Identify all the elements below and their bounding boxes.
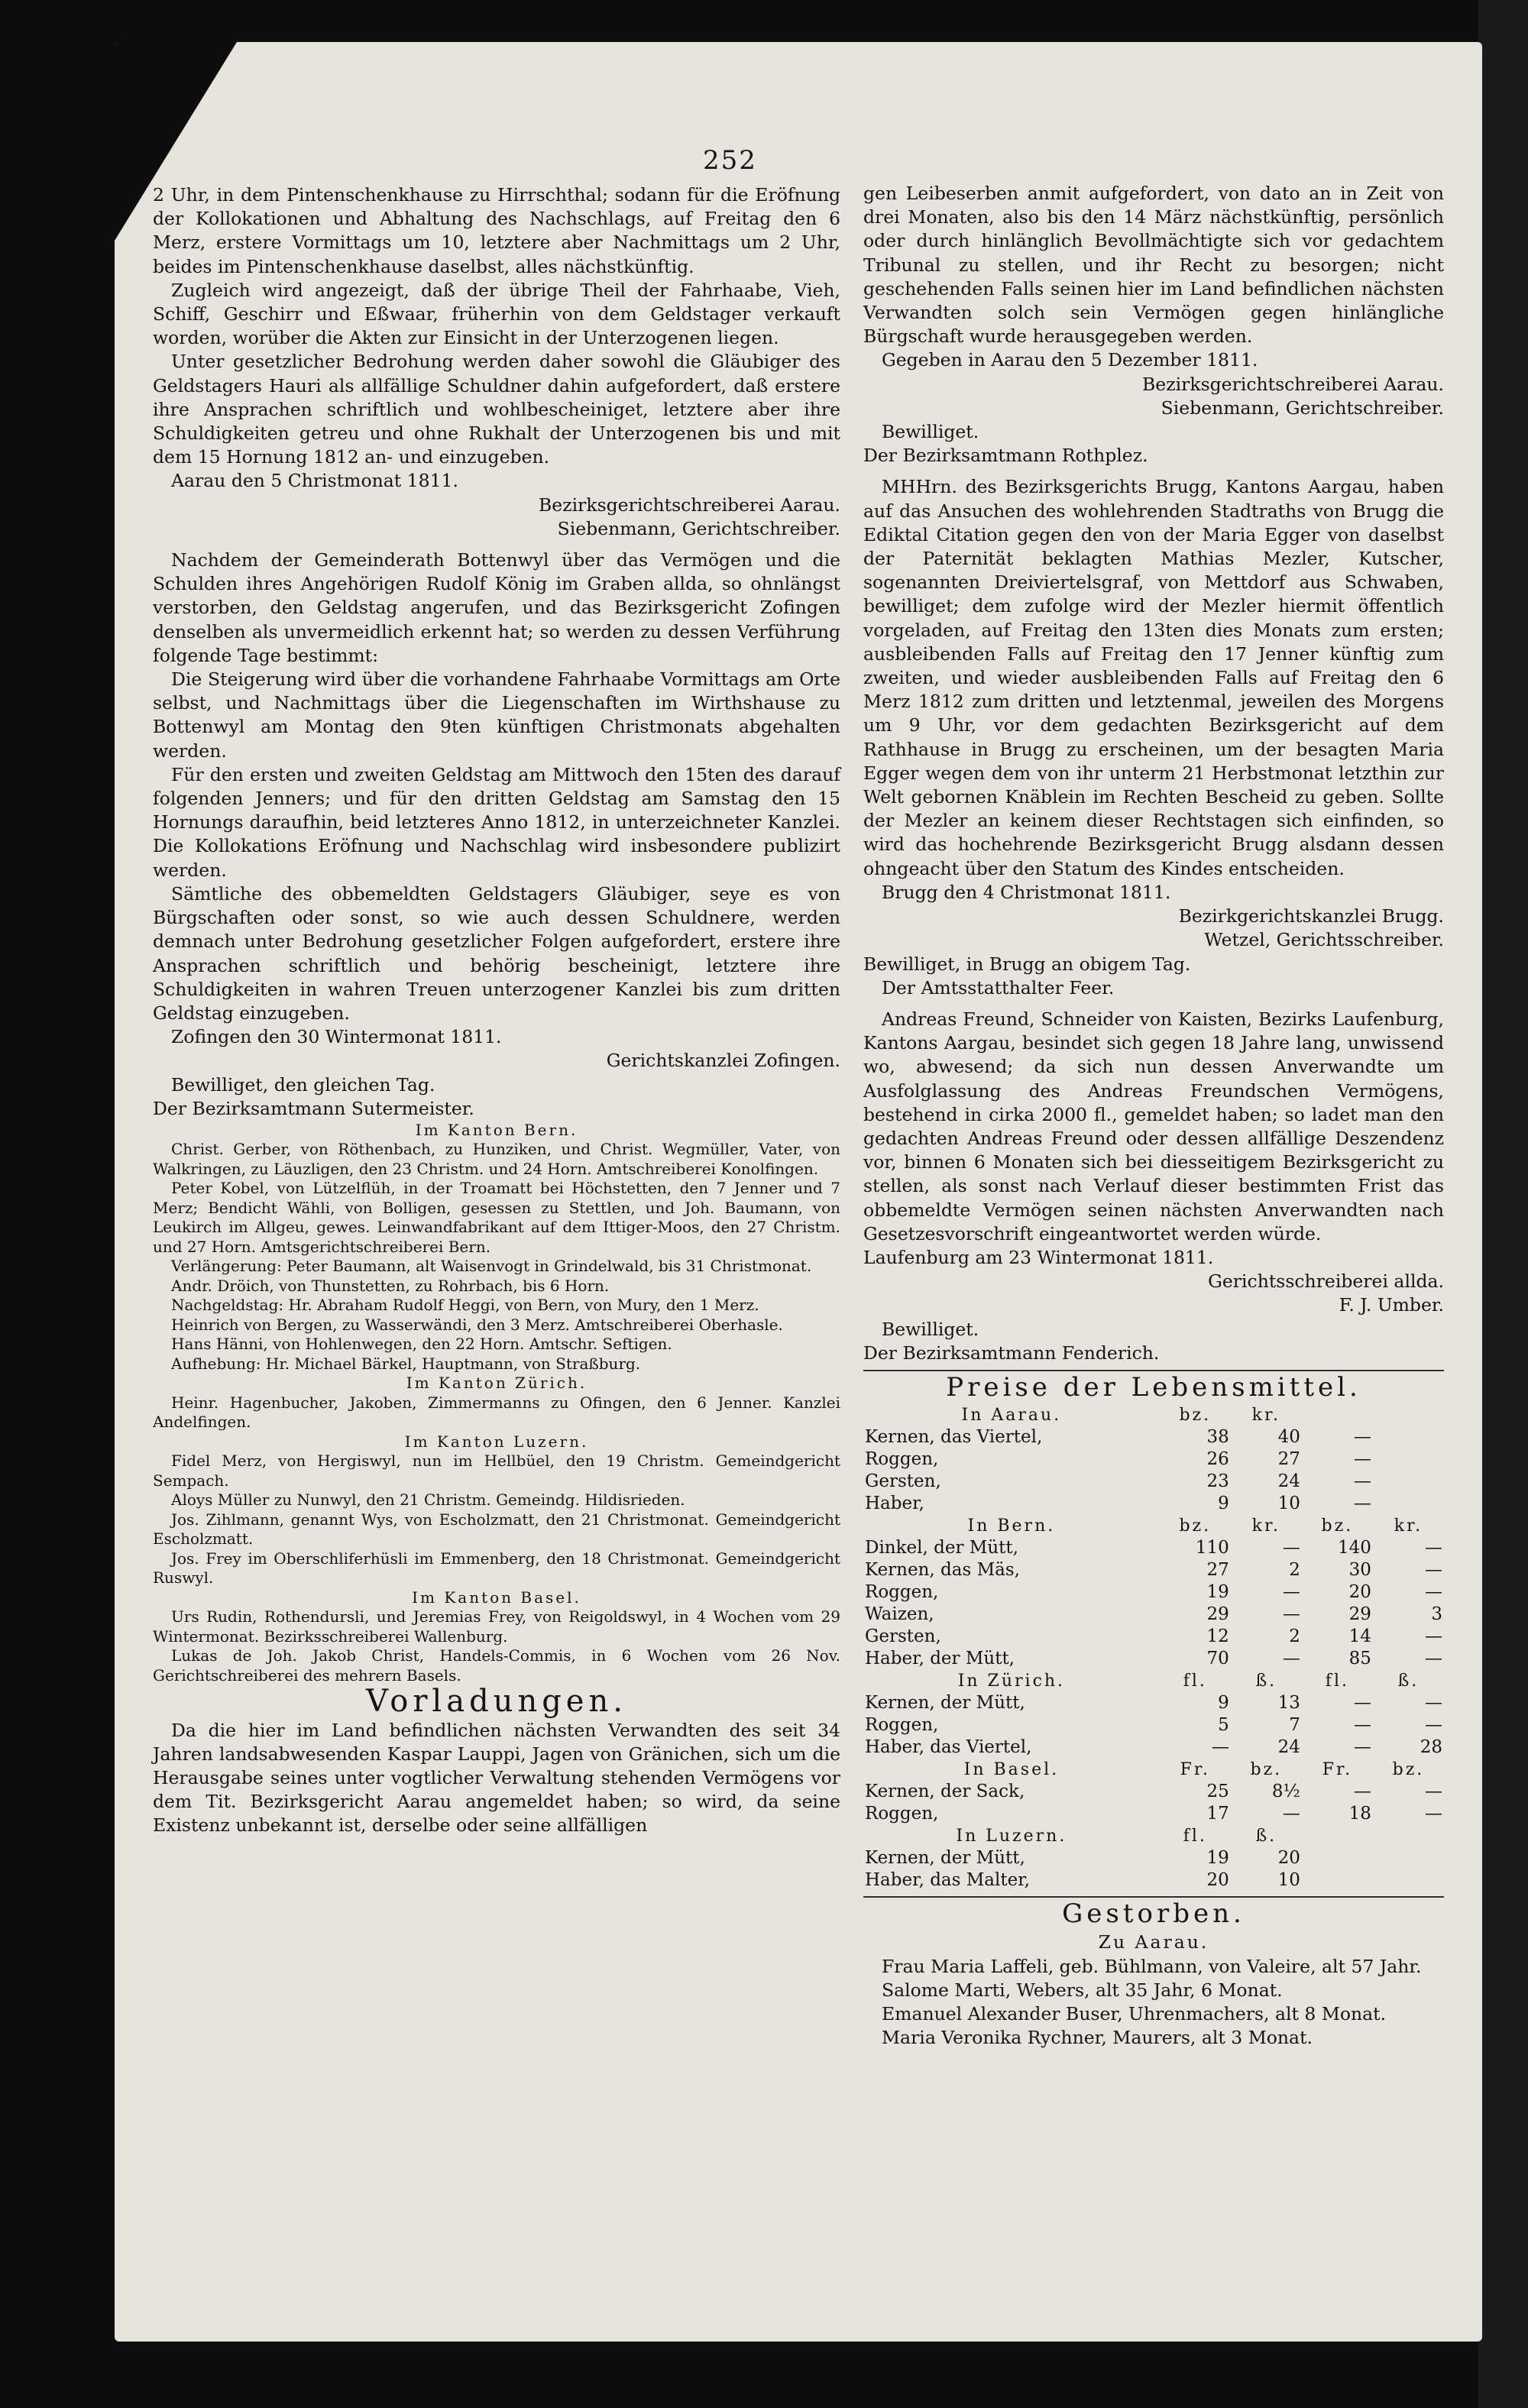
- price-row: [863, 1714, 1444, 1736]
- price-value: 70: [1206, 1649, 1229, 1669]
- price-value: [1373, 1448, 1444, 1471]
- prices-title: Preise der Lebensmittel.: [946, 1371, 1361, 1403]
- text-paragraph: Siebenmann, Gerichtschreiber.: [1161, 396, 1444, 419]
- price-value: —: [1282, 1649, 1300, 1669]
- price-value: —: [1353, 1427, 1371, 1448]
- price-item: Haber, der Mütt,: [865, 1649, 1015, 1669]
- text-paragraph: Heinr. Hagenbucher, Jakoben, Zimmermanns zu Ofingen, den 6 Jenner. Kanzlei Andelfingen.: [153, 1393, 840, 1432]
- text-paragraph: Wetzel, Gerichtsschreiber.: [1204, 929, 1444, 951]
- text-paragraph: Für den ersten und zweiten Geldstag am Mittwoch den 15ten des darauf folgenden Jenners; und für den dritten Geldstag am Samstag den 15 Hornungs daraufhin, beid letzteres Anno 1812, in unterzeichneter Kanzlei. Die Kollokations Eröfnung und Nachschlag wird insbesondere publizirt werden.: [153, 763, 840, 881]
- price-section-header: [863, 1404, 1444, 1426]
- price-value: [1373, 1869, 1444, 1892]
- price-section-header: [863, 1515, 1444, 1537]
- price-row: [863, 1559, 1444, 1581]
- price-value: —: [1425, 1626, 1442, 1647]
- text-paragraph: Laufenburg am 23 Wintermonat 1811.: [863, 1246, 1214, 1268]
- text-paragraph: Der Bezirksamtmann Fenderich.: [863, 1342, 1160, 1364]
- price-unit-header: [1373, 1825, 1444, 1847]
- price-item: Dinkel, der Mütt,: [865, 1538, 1018, 1558]
- text-paragraph: Jos. Zihlmann, genannt Wys, von Escholzmatt, den 21 Christmonat. Gemeindgericht Escholzmatt.: [153, 1510, 840, 1549]
- price-item: Roggen,: [865, 1804, 939, 1824]
- price-value: [1373, 1847, 1444, 1869]
- price-value: —: [1425, 1538, 1442, 1558]
- price-section-name: In Aarau.: [961, 1406, 1062, 1426]
- right-column: [863, 182, 1444, 2050]
- price-value: 9: [1218, 1494, 1229, 1514]
- text-paragraph: Aufhebung: Hr. Michael Bärkel, Hauptmann, von Straßburg.: [171, 1354, 641, 1373]
- text-paragraph: Nachdem der Gemeinderath Bottenwyl über das Vermögen und die Schulden ihres Angehörigen Rudolf König im Graben allda, so ohnlängst verstorben, den Geldstag angerufen, und das Bezirksgericht Zofingen denselben als unvermeidlich erkennt hat; so werden zu dessen Verführung folgende Tage bestimmt:: [153, 549, 840, 666]
- price-value: —: [1353, 1693, 1371, 1714]
- price-value: —: [1425, 1804, 1442, 1824]
- text-paragraph: F. J. Umber.: [1339, 1294, 1444, 1316]
- price-unit-header: fl.: [1183, 1672, 1207, 1691]
- price-value: —: [1425, 1582, 1442, 1603]
- text-paragraph: Im Kanton Basel.: [412, 1588, 581, 1607]
- price-item: Gersten,: [865, 1626, 941, 1647]
- death-entry: Salome Marti, Webers, alt 35 Jahr, 6 Monat.: [882, 1979, 1283, 2001]
- price-item: Kernen, der Mütt,: [865, 1848, 1025, 1869]
- text-paragraph: Lukas de Joh. Jakob Christ, Handels-Commis, in 6 Wochen vom 26 Nov. Gerichtschreiberei des mehrern Basels.: [153, 1646, 840, 1685]
- price-value: 110: [1195, 1538, 1229, 1558]
- price-value: 29: [1348, 1604, 1371, 1625]
- text-paragraph: Der Bezirksamtmann Rothplez.: [863, 445, 1148, 467]
- text-paragraph: Gerichtskanzlei Zofingen.: [606, 1050, 840, 1072]
- price-value: 27: [1277, 1449, 1300, 1470]
- price-value: 28: [1420, 1737, 1442, 1758]
- text-paragraph: Im Kanton Luzern.: [404, 1432, 589, 1451]
- price-unit-header: [1302, 1825, 1373, 1847]
- price-section-name: In Bern.: [967, 1516, 1056, 1536]
- price-value: —: [1282, 1538, 1300, 1558]
- death-entry: Maria Veronika Rychner, Maurers, alt 3 Monat.: [882, 2027, 1313, 2049]
- text-paragraph: Bezirksgerichtschreiberei Aarau.: [1142, 373, 1444, 395]
- text-paragraph: Urs Rudin, Rothendursli, und Jeremias Frey, von Reigoldswyl, in 4 Wochen vom 29 Wintermonat. Bezirksschreiberei Wallenburg.: [153, 1607, 840, 1646]
- price-value: [1373, 1471, 1444, 1493]
- price-value: 9: [1218, 1693, 1229, 1714]
- price-value: 10: [1277, 1494, 1300, 1514]
- price-value: 85: [1348, 1649, 1371, 1669]
- price-value: 20: [1277, 1848, 1300, 1869]
- price-item: Kernen, der Sack,: [865, 1782, 1025, 1802]
- text-paragraph: Sämtliche des obbemeldten Geldstagers Gläubiger, seye es von Bürgschaften oder sonst, so wie auch dessen Schuldnere, werden demnach unter Bedrohung gesetzlicher Folgen aufgefordert, erstere ihre Ansprachen schriftlich und behörig bescheinigt, letztere ihre Schuldigkeiten in wahren Treuen unterzogener Kanzlei bis zum dritten Geldstag einzugeben.: [153, 882, 840, 1024]
- deaths-place: Zu Aarau.: [1098, 1931, 1209, 1953]
- price-value: 20: [1206, 1870, 1229, 1891]
- price-item: Roggen,: [865, 1449, 939, 1470]
- price-item: Haber, das Malter,: [865, 1870, 1030, 1891]
- price-value: 24: [1277, 1737, 1300, 1758]
- price-item: Gersten,: [865, 1471, 941, 1492]
- price-value: —: [1425, 1782, 1442, 1802]
- price-value: 2: [1289, 1626, 1300, 1647]
- text-paragraph: Andreas Freund, Schneider von Kaisten, Bezirks Laufenburg, Kantons Aargau, besindet sich gegen 18 Jahre lang, unwissend wo, abwesend; da sich nun dessen Anverwandte um Ausfolglassung des Andreas Freundschen Vermögens, bestehend in cirka 2000 fl., gemeldet haben; so ladet man den gedachten Andreas Freund oder dessen allfällige Deszendenz vor, binnen 6 Monaten sich bei diesseitigem Bezirksgericht zu stellen, als sonst nach Verlauf dieser bestimmten Frist das obbemeldte Vermögen seinen nächsten Anverwandten nach Gesetzesvorschrift eingeantwortet werden würde.: [863, 1008, 1444, 1244]
- text-paragraph: 2 Uhr, in dem Pintenschenkhause zu Hirrschthal; sodann für die Eröfnung der Kollokationen und Abhaltung des Nachschlags, auf Freitag den 6 Merz, erstere Vormittags um 10, letztere aber Nachmittags um 2 Uhr, beides im Pintenschenkhause daselbst, alles nächstkünftig.: [153, 184, 840, 277]
- text-paragraph: Bezirksgerichtschreiberei Aarau.: [539, 494, 840, 516]
- price-value: 7: [1289, 1715, 1300, 1736]
- divider: [863, 1370, 1444, 1371]
- text-paragraph: Jos. Frey im Oberschliferhüsli im Emmenberg, den 18 Christmonat. Gemeindgericht Ruswyl.: [153, 1549, 840, 1588]
- deaths-list: [863, 1955, 1444, 2050]
- text-paragraph: Gegeben in Aarau den 5 Dezember 1811.: [882, 349, 1258, 371]
- text-paragraph: Gerichtsschreiberei allda.: [1208, 1270, 1444, 1293]
- spacer: [863, 468, 1444, 475]
- text-paragraph: Fidel Merz, von Hergiswyl, nun im Hellbüel, den 19 Christm. Gemeindgericht Sempach.: [153, 1452, 840, 1490]
- price-row: [863, 1648, 1444, 1670]
- price-value: —: [1353, 1494, 1371, 1514]
- price-unit-header: ß.: [1255, 1827, 1277, 1846]
- price-unit-header: Fr.: [1322, 1760, 1353, 1780]
- price-value: —: [1282, 1604, 1300, 1625]
- price-row: [863, 1448, 1444, 1471]
- price-value: 140: [1338, 1538, 1371, 1558]
- price-item: Haber,: [865, 1494, 924, 1514]
- right-column-text: [863, 182, 1444, 1365]
- text-paragraph: Andr. Dröich, von Thunstetten, zu Rohrbach, bis 6 Horn.: [171, 1276, 610, 1295]
- price-value: 2: [1289, 1560, 1300, 1581]
- price-section-name: In Basel.: [963, 1760, 1060, 1780]
- price-value: 25: [1206, 1782, 1229, 1802]
- text-paragraph: Bewilliget.: [882, 1318, 979, 1340]
- price-item: Kernen, das Viertel,: [865, 1427, 1043, 1448]
- adjacent-page-edge: [1478, 0, 1528, 2408]
- price-value: —: [1282, 1582, 1300, 1603]
- price-value: —: [1425, 1649, 1442, 1669]
- price-value: 23: [1206, 1471, 1229, 1492]
- price-value: 29: [1206, 1604, 1229, 1625]
- price-row: [863, 1471, 1444, 1493]
- text-paragraph: Der Amtsstatthalter Feer.: [882, 976, 1115, 998]
- price-unit-header: bz.: [1179, 1406, 1212, 1426]
- price-unit-header: kr.: [1394, 1516, 1423, 1536]
- text-paragraph: Vorladungen.: [366, 1684, 627, 1720]
- price-value: —: [1353, 1449, 1371, 1470]
- price-value: 19: [1206, 1582, 1229, 1603]
- price-unit-header: fl.: [1325, 1672, 1349, 1691]
- text-paragraph: Bezirkgerichtskanzlei Brugg.: [1178, 905, 1444, 927]
- price-row: [863, 1604, 1444, 1626]
- text-paragraph: Unter gesetzlicher Bedrohung werden daher sowohl die Gläubiger des Geldstagers Hauri als allfällige Schuldner dahin aufgefordert, daß erstere ihre Ansprachen schriftlich und wohlbescheiniget, letztere aber ihre Schuldigkeiten getreu und ohne Rukhalt der Unterzogenen bis und mit dem 15 Hornung 1812 an- und einzugeben.: [153, 351, 840, 468]
- price-section-header: [863, 1759, 1444, 1781]
- price-value: —: [1425, 1715, 1442, 1736]
- price-row: [863, 1626, 1444, 1648]
- price-item: Haber, das Viertel,: [865, 1737, 1032, 1758]
- price-row: [863, 1736, 1444, 1759]
- price-value: [1302, 1869, 1373, 1892]
- price-value: —: [1425, 1560, 1442, 1581]
- price-value: —: [1425, 1693, 1442, 1714]
- price-value: 5: [1218, 1715, 1229, 1736]
- price-value: 13: [1277, 1693, 1300, 1714]
- death-entry: Emanuel Alexander Buser, Uhrenmachers, alt 8 Monat.: [882, 2002, 1387, 2024]
- price-value: 20: [1348, 1582, 1371, 1603]
- text-paragraph: Aarau den 5 Christmonat 1811.: [171, 470, 458, 492]
- price-unit-header: ß.: [1397, 1672, 1420, 1691]
- price-unit-header: [1373, 1404, 1444, 1426]
- price-row: [863, 1781, 1444, 1803]
- price-section-header: [863, 1670, 1444, 1692]
- price-unit-header: kr.: [1251, 1406, 1281, 1426]
- price-section-name: In Luzern.: [956, 1827, 1067, 1846]
- text-paragraph: Verlängerung: Peter Baumann, alt Waisenvogt in Grindelwald, bis 31 Christmonat.: [171, 1257, 812, 1276]
- text-paragraph: Bewilliget, in Brugg an obigem Tag.: [863, 953, 1191, 975]
- price-unit-header: bz.: [1321, 1516, 1354, 1536]
- price-value: —: [1282, 1804, 1300, 1824]
- price-row: [863, 1692, 1444, 1714]
- price-section-header: [863, 1825, 1444, 1847]
- price-unit-header: bz.: [1250, 1760, 1283, 1780]
- spacer: [153, 541, 840, 549]
- price-item: Waizen,: [865, 1604, 934, 1625]
- price-value: [1373, 1493, 1444, 1515]
- price-value: 38: [1206, 1427, 1229, 1448]
- price-unit-header: fl.: [1183, 1827, 1207, 1846]
- price-row: [863, 1493, 1444, 1515]
- text-paragraph: gen Leibeserben anmit aufgefordert, von dato an in Zeit von drei Monaten, also bis den 14 März nächstkünftig, persönlich oder durch hinlänglich Bevollmächtigte sich vor gedachtem Tribunal zu stellen, und ihr Recht zu besorgen; nicht geschehenden Falls seinen hier im Land befindlichen nächsten Verwandten solch sein Vermögen gegen hinlängliche Bürgschaft wurde herausgegeben werden.: [863, 183, 1444, 348]
- price-row: [863, 1581, 1444, 1604]
- price-value: —: [1353, 1715, 1371, 1736]
- price-value: 24: [1277, 1471, 1300, 1492]
- price-row: [863, 1847, 1444, 1869]
- price-value: —: [1353, 1737, 1371, 1758]
- text-paragraph: MHHrn. des Bezirksgerichts Brugg, Kantons Aargau, haben auf das Ansuchen des wohlehrenden Stadtraths von Brugg die Ediktal Citation gegen den von der Maria Egger von daselbst der Paternität beklagten Mathias Mezler, Kutscher, sogenannten Dreiviertelsgraf, von Mettdorf aus Schwaben, bewilliget; dem zufolge wird der Mezler hiermit öffentlich vorgeladen, auf Freitag den 13ten dies Monats zum ersten; ausbleibenden Falls auf Freitag den 17 Jenner künftig zum zweiten, und wieder ausbleibenden Falls auf Freitag den 6 Merz 1812 zum dritten und letztenmal, jeweilen des Morgens um 9 Uhr, vor dem gedachten Bezirksgericht auf dem Rathhause in Brugg zu erscheinen, um der besagten Maria Egger wegen dem von ihr unterm 21 Herbstmonat letzthin zur Welt gebornen Knäblein im Rechten Bescheid zu geben. Sollte der Mezler an keinem dieser Rechtstagen sich einfinden, so wird das hochehrende Bezirksgericht Brugg alsdann dessen ohngeacht über den Statum des Kindes entscheiden.: [863, 476, 1444, 879]
- text-paragraph: Aloys Müller zu Nunwyl, den 21 Christm. Gemeindg. Hildisrieden.: [171, 1490, 685, 1510]
- price-row: [863, 1537, 1444, 1559]
- price-table: [863, 1404, 1444, 1892]
- text-paragraph: Zofingen den 30 Wintermonat 1811.: [171, 1026, 502, 1048]
- text-paragraph: Im Kanton Bern.: [415, 1120, 578, 1139]
- price-value: 19: [1206, 1848, 1229, 1869]
- price-item: Kernen, das Mäs,: [865, 1560, 1020, 1581]
- price-value: 30: [1348, 1560, 1371, 1581]
- price-value: —: [1353, 1782, 1371, 1802]
- text-paragraph: Nachgeldstag: Hr. Abraham Rudolf Heggi, von Bern, von Mury, den 1 Merz.: [171, 1296, 759, 1315]
- price-value: 10: [1277, 1870, 1300, 1891]
- text-paragraph: Hans Hänni, von Hohlenwegen, den 22 Horn. Amtschr. Seftigen.: [171, 1335, 672, 1354]
- price-value: 3: [1431, 1604, 1442, 1625]
- price-item: Roggen,: [865, 1715, 939, 1736]
- text-paragraph: Brugg den 4 Christmonat 1811.: [882, 881, 1171, 903]
- price-value: 17: [1206, 1804, 1229, 1824]
- price-unit-header: kr.: [1251, 1516, 1281, 1536]
- price-unit-header: bz.: [1392, 1760, 1425, 1780]
- price-value: 8½: [1271, 1782, 1300, 1802]
- text-paragraph: Christ. Gerber, von Röthenbach, zu Hunziken, und Christ. Wegmüller, Vater, von Walkringen, zu Läuzligen, den 23 Christm. und 24 Horn. Amtschreiberei Konolfingen.: [153, 1140, 840, 1178]
- text-paragraph: Da die hier im Land befindlichen nächsten Verwandten des seit 34 Jahren landsabwesenden Kaspar Lauppi, Jagen von Gränichen, sich um die Herausgabe seines unter vogtlicher Verwaltung stehenden Vermögens vor dem Tit. Bezirksgericht Aarau angemeldet haben; so wird, da seine Existenz unbekannt ist, derselbe oder seine allfälligen: [153, 1719, 840, 1837]
- text-paragraph: Der Bezirksamtmann Sutermeister.: [153, 1097, 474, 1119]
- deaths-title: Gestorben.: [1062, 1898, 1245, 1930]
- spacer: [863, 1000, 1444, 1008]
- divider: [863, 1896, 1444, 1898]
- price-value: 40: [1277, 1427, 1300, 1448]
- text-paragraph: Zugleich wird angezeigt, daß der übrige Theil der Fahrhaabe, Vieh, Schiff, Geschirr und Eßwaar, früherhin von dem Geldstager verkauft worden, worüber die Akten zur Einsicht in der Unterzogenen liegen.: [153, 279, 840, 349]
- price-value: —: [1353, 1471, 1371, 1492]
- price-value: 27: [1206, 1560, 1229, 1581]
- price-value: —: [1211, 1737, 1229, 1758]
- price-unit-header: bz.: [1179, 1516, 1212, 1536]
- price-unit-header: [1302, 1404, 1373, 1426]
- price-item: Roggen,: [865, 1582, 939, 1603]
- price-value: [1373, 1426, 1444, 1448]
- price-row: [863, 1869, 1444, 1892]
- death-entry: Frau Maria Laffeli, geb. Bühlmann, von Valeire, alt 57 Jahr.: [882, 1955, 1422, 1977]
- price-section-name: In Zürich.: [957, 1672, 1066, 1691]
- price-value: [1302, 1847, 1373, 1869]
- price-value: 26: [1206, 1449, 1229, 1470]
- text-paragraph: Siebenmann, Gerichtschreiber.: [557, 517, 840, 539]
- price-unit-header: ß.: [1255, 1672, 1277, 1691]
- text-paragraph: Bewilliget, den gleichen Tag.: [171, 1073, 435, 1096]
- page-number: 252: [703, 145, 757, 176]
- text-paragraph: Peter Kobel, von Lützelflüh, in der Troamatt bei Höchstetten, den 7 Jenner und 7 Merz; Bendicht Wähli, von Bolligen, gesessen zu Stettlen, und Joh. Baumann, von Leukirch im Allgeu, gewes. Leinwandfabrikant auf dem Ittiger-Moos, den 27 Christm. und 27 Horn. Amtsgerichtschreiberei Bern.: [153, 1179, 840, 1256]
- price-row: [863, 1426, 1444, 1448]
- price-value: 18: [1348, 1804, 1371, 1824]
- price-value: 14: [1348, 1626, 1371, 1647]
- price-value: 12: [1206, 1626, 1229, 1647]
- left-column: [153, 183, 840, 1838]
- price-unit-header: Fr.: [1180, 1760, 1210, 1780]
- text-paragraph: Heinrich von Bergen, zu Wasserwändi, den 3 Merz. Amtschreiberei Oberhasle.: [171, 1315, 783, 1334]
- text-paragraph: Im Kanton Zürich.: [406, 1374, 588, 1393]
- text-paragraph: Die Steigerung wird über die vorhandene Fahrhaabe Vormittags am Orte selbst, und Nachmittags über die Liegenschaften im Wirthshause zu Bottenwyl am Montag den 9ten künftigen Christmonats abgehalten werden.: [153, 668, 840, 762]
- price-row: [863, 1803, 1444, 1825]
- text-paragraph: Bewilliget.: [882, 421, 979, 443]
- price-item: Kernen, der Mütt,: [865, 1693, 1025, 1714]
